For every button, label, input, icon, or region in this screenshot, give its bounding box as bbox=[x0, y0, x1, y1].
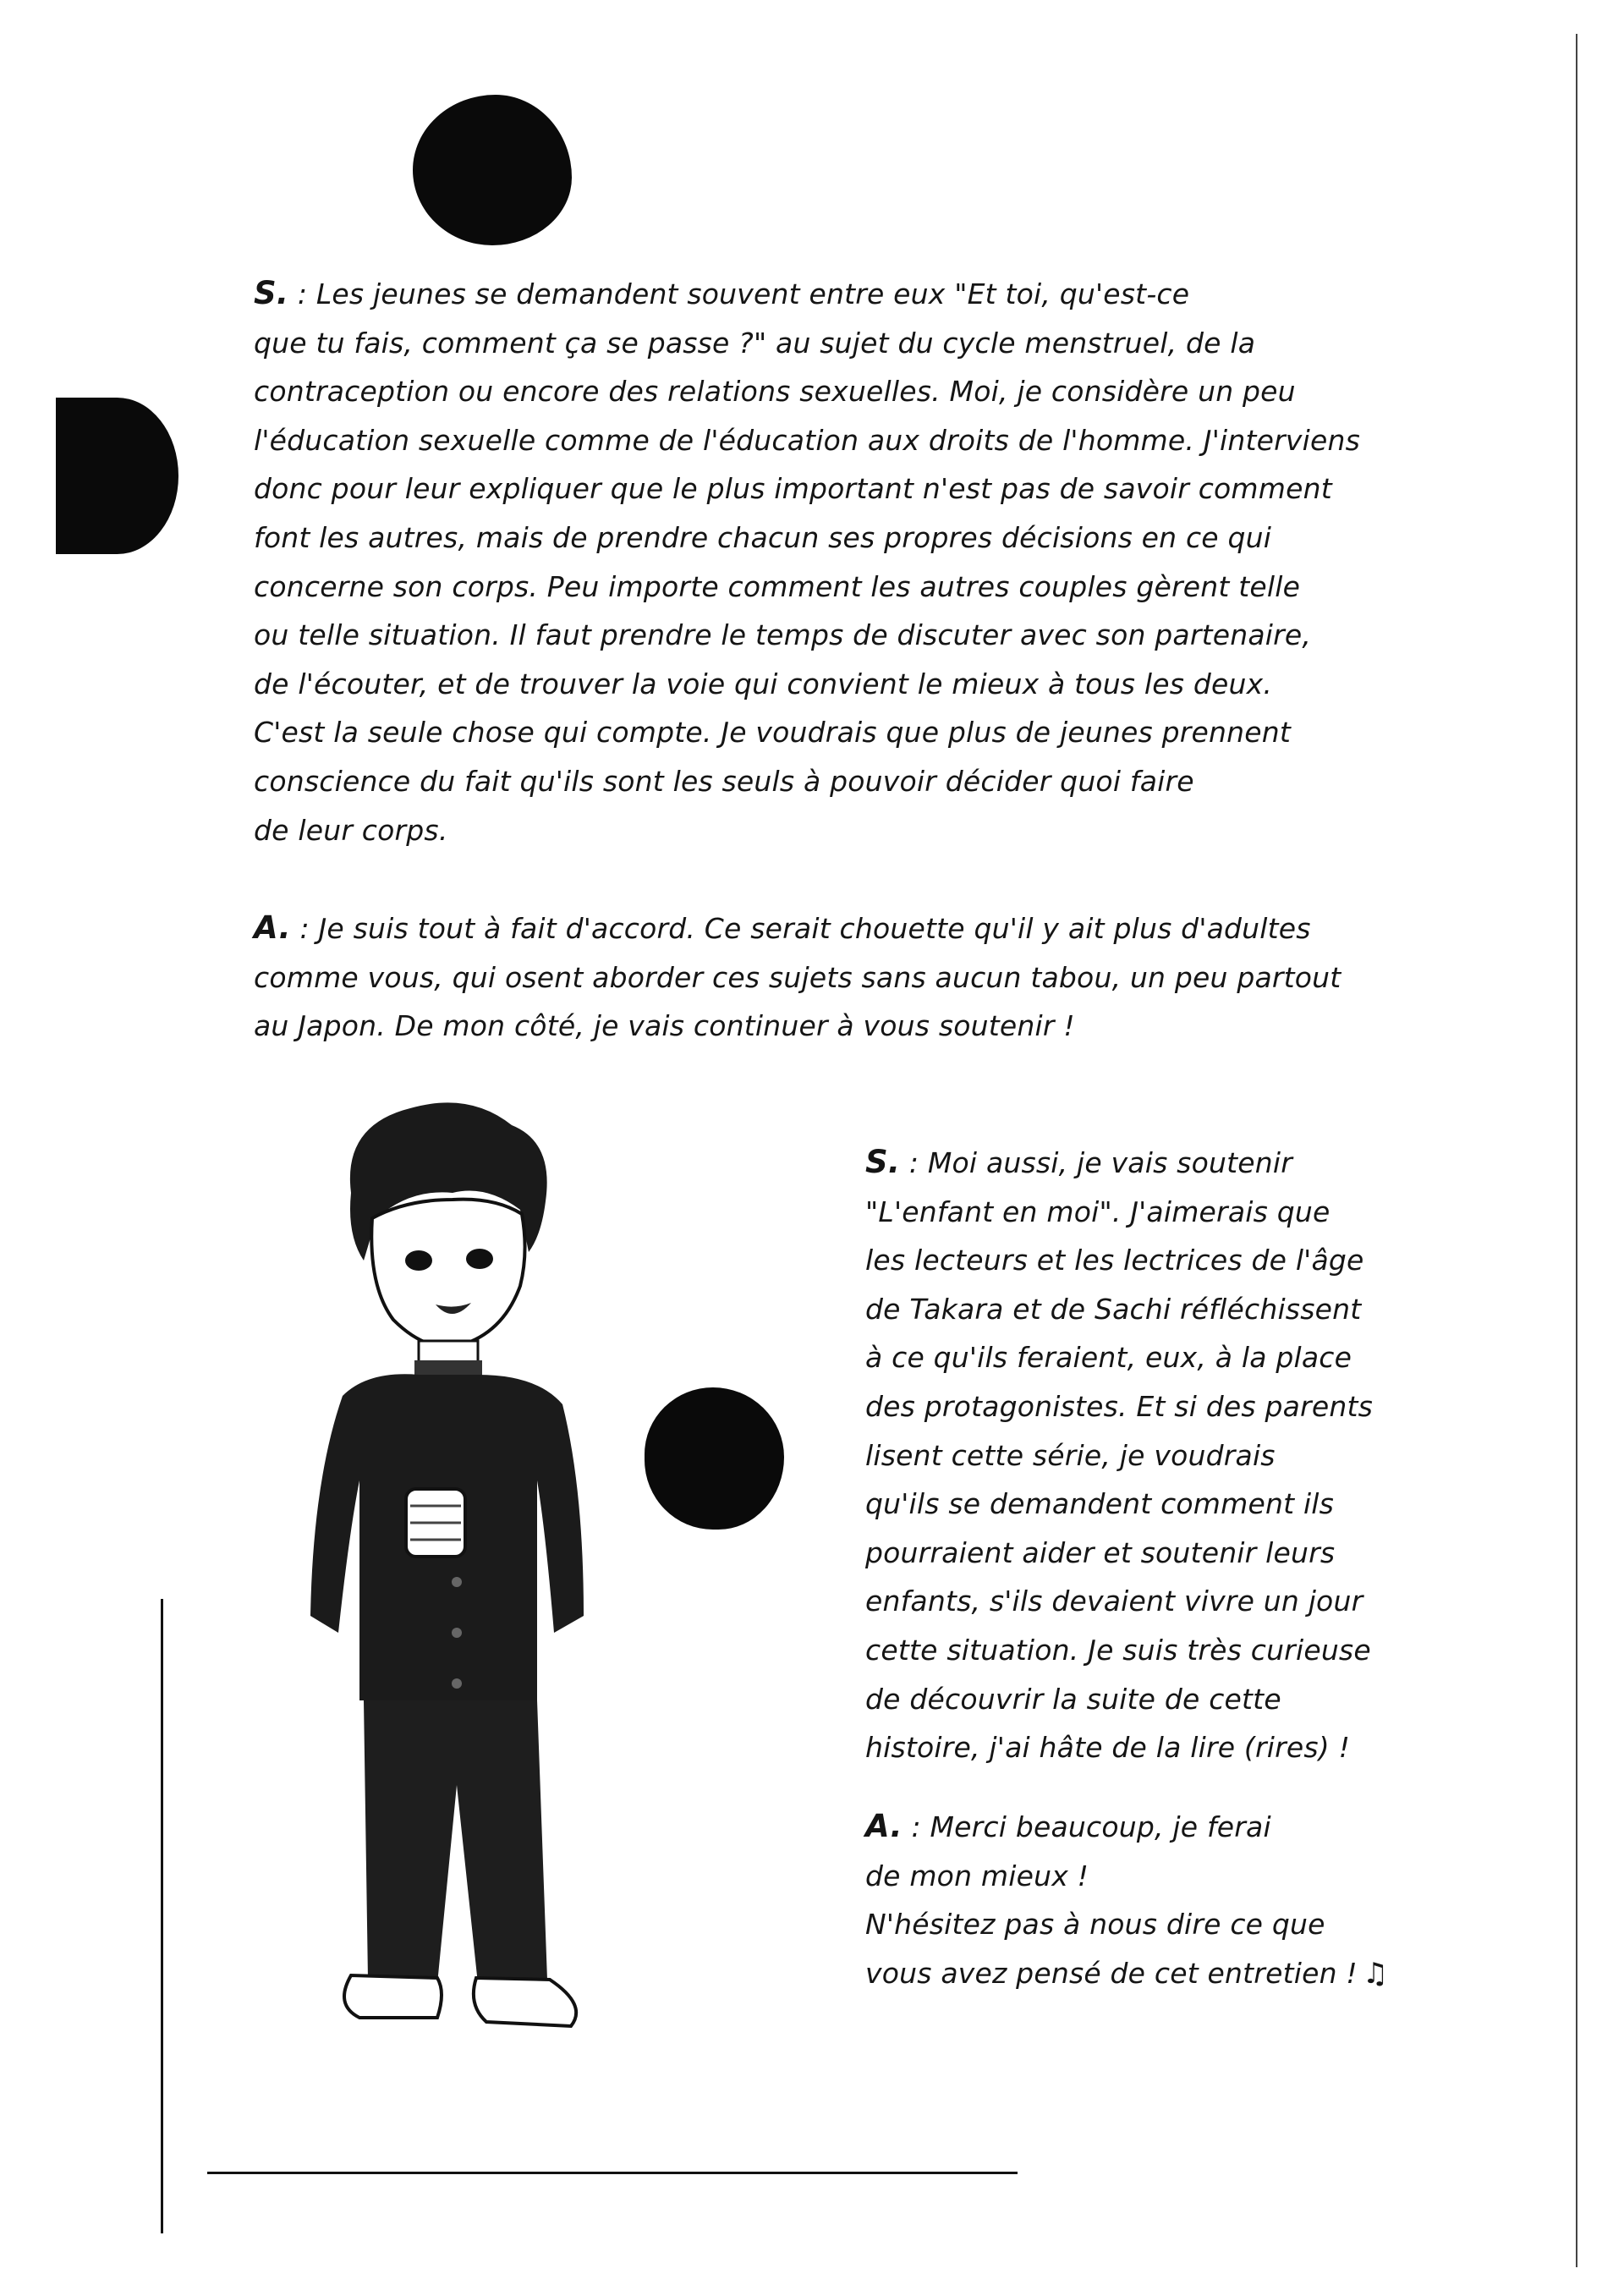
text-line: donc pour leur expliquer que le plus important n'est pas de savoir comment bbox=[254, 472, 1332, 506]
text-line: au Japon. De mon côté, je vais continuer à vous soutenir ! bbox=[254, 1009, 1075, 1043]
text-line: de découvrir la suite de cette bbox=[865, 1682, 1281, 1716]
text-line: l'éducation sexuelle comme de l'éducation aux droits de l'homme. J'interviens bbox=[254, 423, 1360, 457]
text-fragment: : Merci beaucoup, je ferai bbox=[911, 1810, 1271, 1843]
text-line: de Takara et de Sachi réfléchissent bbox=[865, 1292, 1362, 1326]
text-line bbox=[865, 1949, 1389, 1999]
text-line: ou telle situation. Il faut prendre le temps de discuter avec son partenaire, bbox=[254, 618, 1312, 652]
text-line: les lecteurs et les lectrices de l'âge bbox=[865, 1244, 1364, 1277]
text-line: N'hésitez pas à nous dire ce que bbox=[865, 1908, 1325, 1942]
text-line: "L'enfant en moi". J'aimerais que bbox=[865, 1195, 1330, 1228]
ink-blot-middle bbox=[645, 1387, 784, 1530]
text-line: conscience du fait qu'ils sont les seuls à pouvoir décider quoi faire bbox=[254, 764, 1194, 798]
text-line: histoire, j'ai hâte de la lire (rires) ! bbox=[865, 1731, 1350, 1765]
speaker-label: A. bbox=[254, 909, 291, 946]
panel-border-bottom bbox=[207, 2172, 1018, 2174]
text-fragment: : Je suis tout à fait d'accord. Ce serait chouette qu'il y ait plus d'adultes bbox=[299, 912, 1311, 945]
interview-block-1 bbox=[254, 269, 1360, 854]
text-line: concerne son corps. Peu importe comment les autres couples gèrent telle bbox=[254, 569, 1301, 603]
text-fragment: : Les jeunes se demandent souvent entre eux "Et toi, qu'est-ce bbox=[297, 277, 1190, 310]
text-line: pourraient aider et soutenir leurs bbox=[865, 1535, 1336, 1569]
text-line: C'est la seule chose qui compte. Je voudrais que plus de jeunes prennent bbox=[254, 716, 1292, 750]
text-line: comme vous, qui osent aborder ces sujets sans aucun tabou, un peu partout bbox=[254, 960, 1341, 994]
text-line: que tu fais, comment ça se passe ?" au sujet du cycle menstruel, de la bbox=[254, 326, 1256, 360]
panel-border-left bbox=[161, 1599, 163, 2233]
boy-in-school-uniform-drawing bbox=[250, 1091, 647, 2073]
text-line bbox=[254, 904, 1341, 953]
speaker-label: S. bbox=[254, 275, 289, 311]
interview-block-2 bbox=[254, 904, 1341, 1051]
text-line: de leur corps. bbox=[254, 813, 448, 847]
text-line bbox=[865, 1802, 1389, 1852]
text-line: font les autres, mais de prendre chacun ses propres décisions en ce qui bbox=[254, 520, 1272, 554]
text-line: à ce qu'ils feraient, eux, à la place bbox=[865, 1341, 1352, 1375]
page-border-right bbox=[1576, 34, 1577, 2267]
speaker-label: A. bbox=[865, 1808, 903, 1844]
ink-blot-top bbox=[413, 95, 572, 245]
text-line: qu'ils se demandent comment ils bbox=[865, 1487, 1335, 1521]
text-line bbox=[254, 269, 1360, 319]
text-line: contraception ou encore des relations sexuelles. Moi, je considère un peu bbox=[254, 375, 1296, 409]
text-fragment: vous avez pensé de cet entretien ! bbox=[865, 1956, 1358, 1990]
music-note-icon: ♫ bbox=[1362, 1956, 1389, 1991]
text-line: cette situation. Je suis très curieuse bbox=[865, 1633, 1371, 1667]
text-line: lisent cette série, je voudrais bbox=[865, 1438, 1276, 1472]
interview-block-4 bbox=[865, 1802, 1389, 1998]
ink-blot-left-edge bbox=[56, 398, 178, 554]
text-line bbox=[865, 1138, 1373, 1188]
text-line: des protagonistes. Et si des parents bbox=[865, 1389, 1373, 1423]
text-line: de mon mieux ! bbox=[865, 1859, 1089, 1892]
interview-block-3 bbox=[865, 1138, 1373, 1772]
speaker-label: S. bbox=[865, 1144, 901, 1180]
text-line: enfants, s'ils devaient vivre un jour bbox=[865, 1585, 1363, 1618]
text-fragment: : Moi aussi, je vais soutenir bbox=[908, 1146, 1292, 1179]
text-line: de l'écouter, et de trouver la voie qui convient le mieux à tous les deux. bbox=[254, 667, 1273, 700]
